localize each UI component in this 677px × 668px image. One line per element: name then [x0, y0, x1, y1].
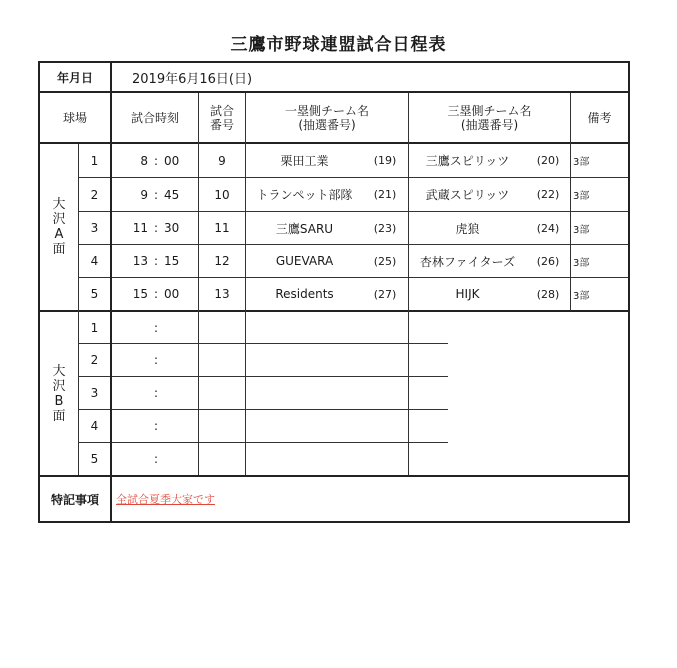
time-hour: 13 [132, 254, 148, 268]
notes-text: 全試合夏季大家です [116, 493, 215, 506]
date-label: 年月日 [56, 70, 93, 85]
first-base-lot: (19) [373, 154, 397, 167]
time-colon: : [153, 386, 159, 400]
header-third-base-line2: (抽選番号) [460, 117, 519, 132]
remark: 3部 [573, 290, 590, 302]
header-first-base-line1: 一塁側チーム名 [284, 103, 369, 118]
third-base-lot: (28) [536, 287, 560, 301]
first-base-team: 三鷹SARU [275, 221, 334, 236]
header-first-base [246, 93, 408, 142]
venue-b-char: 沢 [52, 378, 66, 394]
time-minute: 45 [164, 187, 180, 202]
row-number: 4 [90, 254, 99, 268]
venue-b-char: 大 [52, 363, 66, 379]
date-value: 2019年6月16日(日) [132, 71, 253, 87]
time-colon: : [153, 287, 159, 301]
venue-a-char: 沢 [52, 212, 66, 227]
match-number: 12 [214, 254, 230, 268]
row-number: 4 [90, 419, 99, 433]
first-base-team: トランペット部隊 [256, 188, 353, 202]
header-match-no-line1: 試合 [209, 103, 234, 118]
time-colon: : [153, 153, 159, 168]
row-number: 1 [90, 153, 99, 168]
row-number: 3 [90, 386, 99, 400]
first-base-lot: (23) [373, 221, 397, 235]
venue-a-char: 面 [52, 242, 66, 257]
time-minute: 00 [164, 287, 180, 301]
third-base-lot: (22) [536, 188, 560, 201]
first-base-team: 栗田工業 [280, 154, 329, 168]
time-hour: 15 [132, 287, 148, 301]
row-number: 5 [90, 452, 99, 466]
time-hour: 11 [132, 221, 148, 235]
third-base-lot: (20) [536, 154, 560, 167]
time-hour: 8 [140, 153, 148, 168]
remark: 3部 [573, 157, 590, 168]
time-colon: : [153, 221, 159, 235]
header-time: 試合時刻 [130, 111, 179, 125]
header-match-no-line2: 番号 [209, 117, 234, 132]
match-number: 13 [214, 287, 230, 301]
third-base-team: 虎狼 [455, 221, 480, 236]
match-number: 11 [214, 221, 230, 235]
venue-b-char: B [54, 393, 64, 409]
header-first-base-line2: (抽選番号) [298, 117, 356, 132]
time-colon: : [153, 187, 159, 202]
time-colon: : [153, 419, 159, 433]
header-third-base [409, 93, 570, 142]
third-base-team: 三鷹スピリッツ [425, 154, 510, 168]
header-venue: 球場 [62, 111, 87, 125]
page-title: 三鷹市野球連盟試合日程表 [230, 35, 447, 55]
row-number: 2 [90, 353, 99, 367]
third-base-lot: (24) [536, 221, 560, 235]
row-number: 2 [90, 187, 99, 202]
time-colon: : [153, 320, 159, 335]
time-minute: 15 [164, 254, 180, 268]
match-number: 10 [214, 187, 230, 202]
third-base-team: 杏林ファイターズ [419, 254, 516, 269]
notes-label: 特記事項 [50, 492, 99, 507]
remark: 3部 [573, 257, 590, 269]
row-number: 1 [90, 320, 99, 335]
third-base-lot: (26) [536, 254, 560, 268]
remark: 3部 [573, 224, 590, 236]
header-match-no [199, 93, 245, 142]
third-base-team: HIJK [455, 287, 480, 301]
schedule-table [38, 61, 630, 523]
venue-a-char: A [54, 227, 64, 242]
match-number: 9 [218, 153, 226, 168]
first-base-team: Residents [275, 287, 334, 301]
row-number: 3 [90, 221, 99, 235]
first-base-lot: (25) [373, 254, 397, 268]
time-colon: : [153, 254, 159, 268]
header-remarks: 備考 [587, 111, 612, 125]
third-base-team: 武蔵スピリッツ [425, 188, 510, 202]
first-base-lot: (21) [373, 188, 397, 201]
row-number: 5 [90, 287, 99, 301]
first-base-lot: (27) [373, 287, 397, 301]
time-minute: 30 [164, 221, 180, 235]
time-minute: 00 [164, 153, 180, 168]
remark: 3部 [573, 191, 590, 202]
venue-b-char: 面 [52, 408, 66, 424]
venue-a-label [40, 144, 78, 310]
venue-b-label [40, 312, 78, 475]
header-third-base-line1: 三塁側チーム名 [447, 103, 532, 118]
time-colon: : [153, 353, 159, 367]
venue-a-char: 大 [52, 197, 66, 212]
time-colon: : [153, 452, 159, 466]
first-base-team: GUEVARA [275, 254, 334, 268]
time-hour: 9 [140, 187, 148, 202]
